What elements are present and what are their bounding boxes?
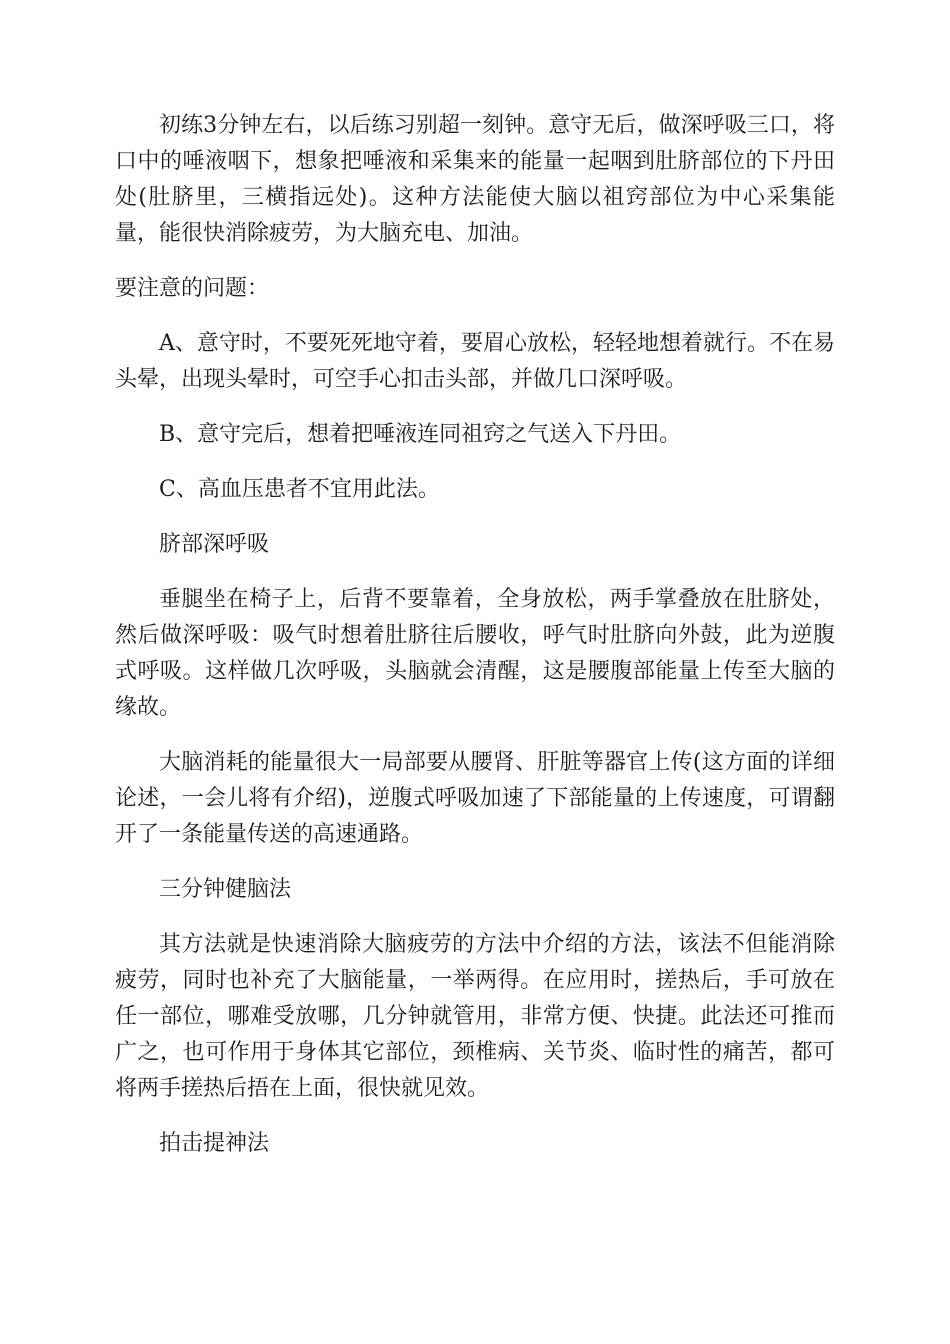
document-body — [115, 108, 835, 1181]
section-title-three-minute-method: 三分钟健脑法 — [159, 877, 292, 902]
paragraph-three-minute-method: 其方法就是快速消除大脑疲劳的方法中介绍的方法，该法不但能消除疲劳，同时也补充了大脑能量，一举两得。在应用时，搓热后，手可放在任一部位，哪难受放哪，几分钟就管用，非常方便、快捷。此法还可推而广之，也可作用于身体其它部位，颈椎病、关节炎、临时性的痛苦，都可将两手搓热后捂在上面，很快就见效。 — [115, 932, 835, 1101]
section-title-navel-breathing: 脐部深呼吸 — [159, 532, 270, 557]
paragraph-navel-breathing-method: 垂腿坐在椅子上，后背不要靠着，全身放松，两手掌叠放在肚脐处，然后做深呼吸：吸气时想着肚脐往后腰收，呼气时肚脐向外鼓，此为逆腹式呼吸。这样做几次呼吸，头脑就会清醒，这是腰腹部能量上传至大脑的缘故。 — [115, 587, 835, 720]
paragraph-practice-instructions: 初练3分钟左右，以后练习别超一刻钟。意守无后，做深呼吸三口，将口中的唾液咽下，想象把唾液和采集来的能量一起咽到肚脐部位的下丹田处(肚脐里，三横指远处)。这种方法能使大脑以祖窍部位为中心采集能量，能很快消除疲劳，为大脑充电、加油。 — [115, 113, 835, 246]
section-title-tapping-method: 拍击提神法 — [159, 1131, 270, 1156]
paragraph-notes-heading: 要注意的问题： — [115, 276, 270, 301]
paragraph-note-a: A、意守时，不要死死地守着，要眉心放松，轻轻地想着就行。不在易头晕，出现头晕时，可空手心扣击头部，并做几口深呼吸。 — [115, 331, 835, 392]
paragraph-note-c: C、高血压患者不宜用此法。 — [159, 477, 440, 502]
paragraph-energy-explanation: 大脑消耗的能量很大一局部要从腰肾、肝脏等器官上传(这方面的详细论述，一会儿将有介绍)，逆腹式呼吸加速了下部能量的上传速度，可谓翻开了一条能量传送的高速通路。 — [115, 750, 835, 847]
paragraph-note-b: B、意守完后，想着把唾液连同祖窍之气送入下丹田。 — [159, 422, 682, 447]
